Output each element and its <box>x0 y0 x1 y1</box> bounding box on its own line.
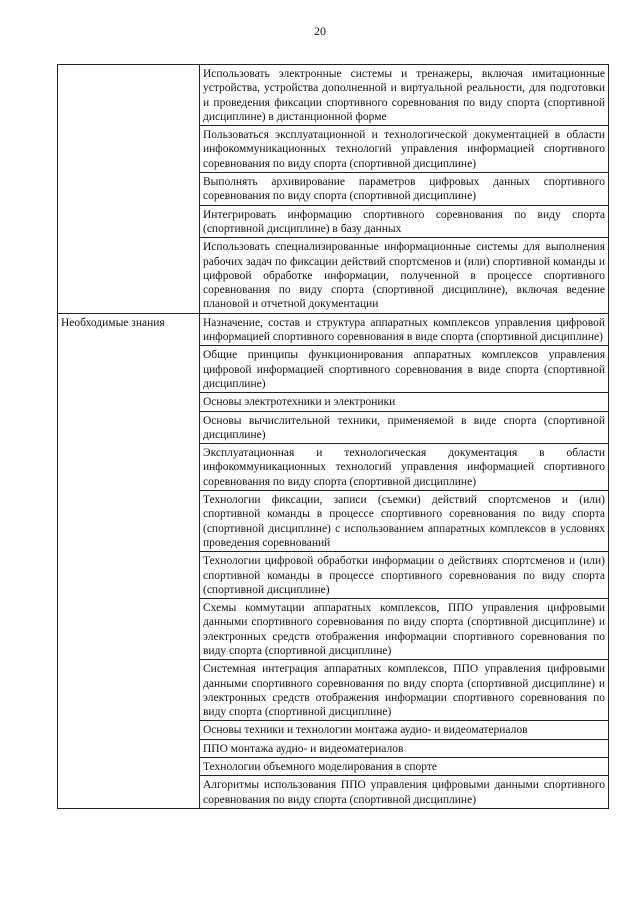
knowledge-item: Системная интеграция аппаратных комплексов, ППО управления цифровыми данными спортивного соревнования по виду спорта (спортивной дисциплине) и электронных средств отображения информации спортивного соревнования по виду спорта (спортивной дисциплине) <box>200 660 609 721</box>
page-number: 20 <box>314 24 326 38</box>
knowledge-item: Общие принципы функционирования аппаратных комплексов управления цифровой информацией спортивного соревнования в виде спорта (спортивной дисциплине) <box>200 346 609 393</box>
skill-item: Выполнять архивирование параметров цифровых данных спортивного соревнования по виду спорта (спортивной дисциплине) <box>200 173 609 206</box>
knowledge-item: Технологии фиксации, записи (съемки) действий спортсменов и (или) спортивной команды в процессе спортивного соревнования по виду спорта (спортивной дисциплине) с использованием аппаратных комплексов в условиях проведения соревнований <box>200 491 609 552</box>
requirements-table <box>57 64 609 809</box>
knowledge-item: Основы вычислительной техники, применяемой в виде спорта (спортивной дисциплине) <box>200 411 609 444</box>
knowledge-item: Назначение, состав и структура аппаратных комплексов управления цифровой информацией спортивного соревнования в виде спорта (спортивной дисциплине) <box>200 313 609 346</box>
knowledge-item: Алгоритмы использования ППО управления цифровыми данными спортивного соревнования по виду спорта (спортивной дисциплине) <box>200 776 609 809</box>
skill-item: Использовать специализированные информационные системы для выполнения рабочих задач по фиксации действий спортсменов и (или) спортивной команды и цифровой обработке информации, полученной в процессе спортивного соревнования по виду спорта (спортивной дисциплине), включая ведение плановой и отчетной документации <box>200 238 609 313</box>
table-row <box>58 65 609 126</box>
knowledge-item: Эксплуатационная и технологическая документация в области инфокоммуникационных технологий управления информацией спортивного соревнования по виду спорта (спортивной дисциплине) <box>200 444 609 491</box>
knowledge-item: Технологии цифровой обработки информации о действиях спортсменов и (или) спортивной команды в процессе спортивного соревнования по виду спорта (спортивной дисциплине) <box>200 552 609 599</box>
skill-item: Интегрировать информацию спортивного соревнования по виду спорта (спортивной дисциплине) в базу данных <box>200 205 609 238</box>
skill-item: Пользоваться эксплуатационной и технологической документацией в области инфокоммуникационных технологий управления информацией спортивного соревнования по виду спорта (спортивной дисциплине) <box>200 126 609 173</box>
skills-label-cell <box>58 65 200 314</box>
knowledge-item: Схемы коммутации аппаратных комплексов, ППО управления цифровыми данными спортивного соревнования по виду спорта (спортивной дисциплине) и электронных средств отображения информации спортивного соревнования по виду спорта (спортивной дисциплине) <box>200 599 609 660</box>
skill-item: Использовать электронные системы и тренажеры, включая имитационные устройства, устройства дополненной и виртуальной реальности, для подготовки и проведения фиксации спортивного соревнования по виду спорта (спортивной дисциплине) в дистанционной форме <box>200 65 609 126</box>
knowledge-item: Технологии объемного моделирования в спорте <box>200 758 609 776</box>
knowledge-item: Основы электротехники и электроники <box>200 393 609 411</box>
knowledge-item: Основы техники и технологии монтажа аудио- и видеоматериалов <box>200 721 609 739</box>
knowledge-label: Необходимые знания <box>58 313 200 808</box>
knowledge-item: ППО монтажа аудио- и видеоматериалов <box>200 739 609 757</box>
table-row <box>58 313 609 346</box>
